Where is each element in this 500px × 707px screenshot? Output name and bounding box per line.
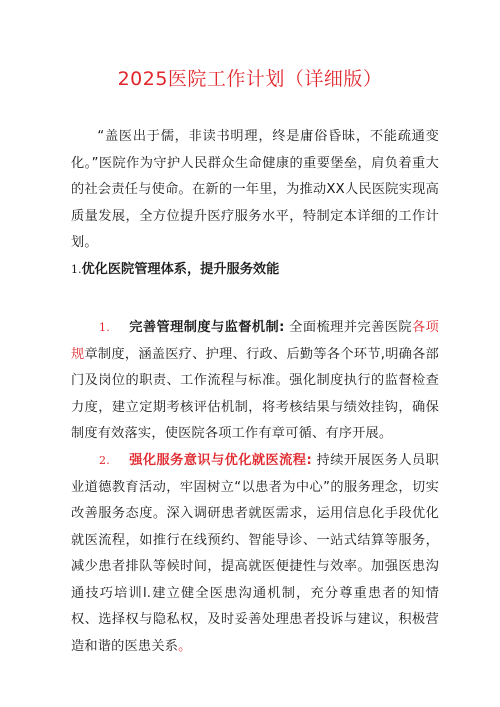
item-heading: 强化服务意识与优化就医流程: [129,453,312,468]
list-item [71,448,439,660]
item-number: 1. [99,321,110,334]
item-text-highlight: 。 [178,638,192,654]
section-title: 优化医院管理体系，提升服务效能 [81,262,280,277]
intro-paragraph: “盖医出于儒，非读书明理，终是庸俗昏昧，不能疏通变化。”医院作为守护人民群众生命健康的重要堡垒，肩负着重大的社会责任与使命。在新的一年里，为推动XX人民医院实现高质量发展，全方位提升医疗服务水平，特制定本详细的工作计划。 [71,129,439,250]
list-item [71,315,439,448]
section-heading [71,257,279,283]
item-number: 2. [99,454,110,467]
document-title: 2025医院工作计划（详细版） [117,68,383,90]
item-text: 持续开展医务人员职业道德教育活动，牢固树立“以患者为中心”的服务理念，切实改善服务态度。深入调研患者就医需求，运用信息化手段优化就医流程，如推行在线预约、智能导诊、一站式结算等服务，减少患者排队等候时间，提高就医便捷性与效率。加强医患沟通技巧培训l.建立健全医患沟通机制，充分尊重患者的知情权、选择权与隐私权，及时妥善处理患者投诉与建议，积极营造和谐的医患关系 [71,453,439,654]
item-heading: 完善管理制度与监督机制: [129,320,285,335]
item-text-continued: 章制度，涵盖医疗、护理、行政、后勤等各个环节,明确各部门及岗位的职责、工作流程与标准。强化制度执行的监督检查力度，建立定期考核评估机制，将考核结果与绩效挂钩，确保制度有效落实，使医院各项工作有章可循、有序开展。 [71,346,439,441]
item-text: 全面梳理并完善医院 [284,320,412,335]
item-text-highlight: 各项规 [71,320,439,362]
section-number: 1. [71,263,82,276]
